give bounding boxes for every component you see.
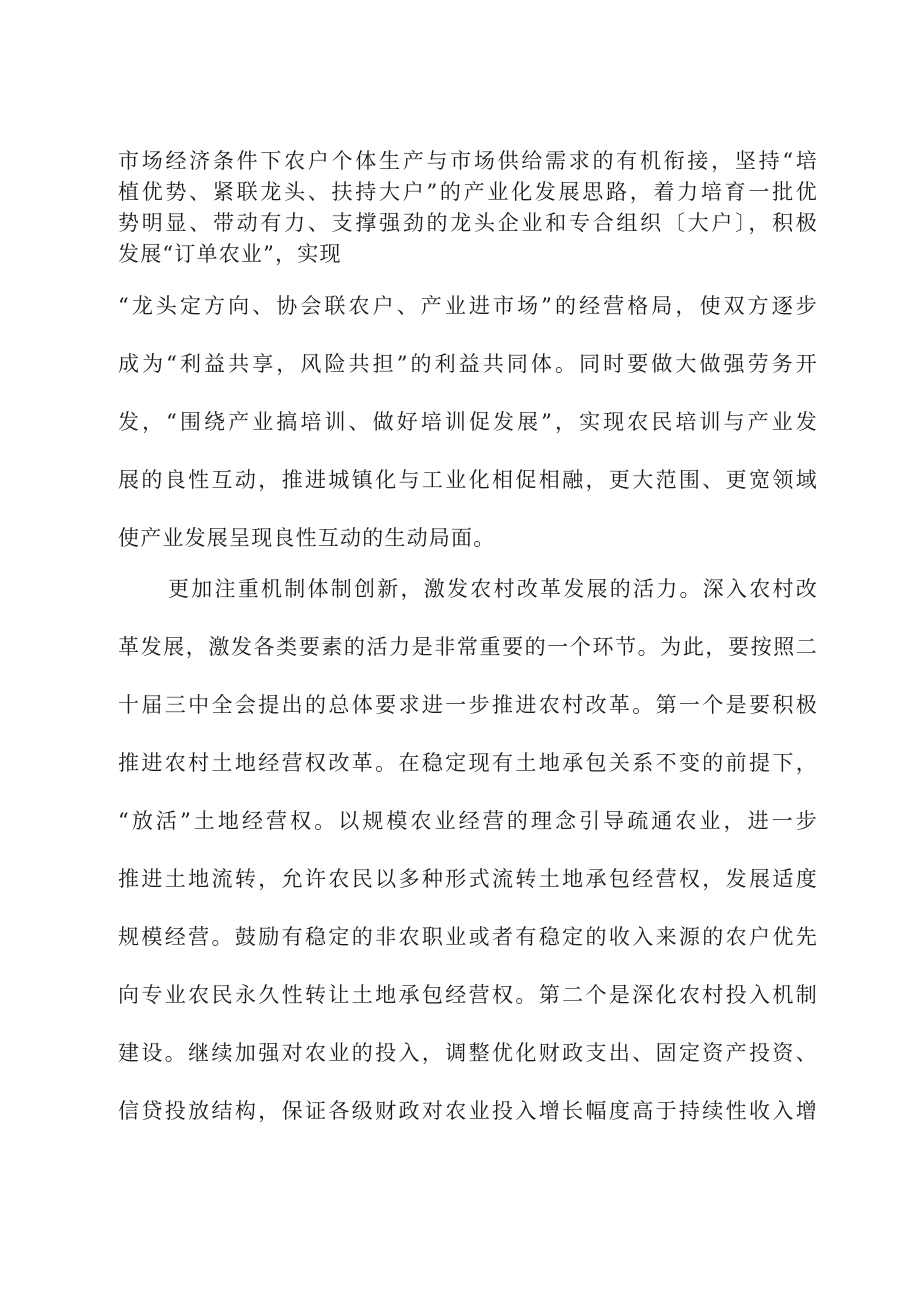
text-line: 展的良性互动，推进城镇化与工业化相促相融，更大范围、更宽领域 [118, 468, 818, 492]
paragraph-2 [118, 560, 818, 1140]
text-line: 成为“利益共享，风险共担”的利益共同体。同时要做大做强劳务开 [118, 352, 818, 376]
text-line: “龙头定方向、协会联农户、产业进市场”的经营格局，使双方逐步 [118, 294, 818, 318]
text-line: 势明显、带动有力、支撑强劲的龙头企业和专合组织〔大户〕，积极 [118, 211, 818, 235]
text-line: 建设。继续加强对农业的投入，调整优化财政支出、固定资产投资、 [118, 1041, 818, 1065]
text-line: 植优势、紧联龙头、扶持大户”的产业化发展思路，着力培育一批优 [118, 180, 818, 204]
top-text-block [118, 146, 818, 270]
text-line: 推进农村土地经营权改革。在稳定现有土地承包关系不变的前提下， [118, 751, 818, 775]
text-line: 发，“围绕产业搞培训、做好培训促发展”，实现农民培训与产业发 [118, 410, 818, 434]
text-line: 使产业发展呈现良性互动的生动局面。 [118, 526, 496, 550]
text-line: 向专业农民永久性转让土地承包经营权。第二个是深化农村投入机制 [118, 983, 818, 1007]
text-line: 十届三中全会提出的总体要求进一步推进农村改革。第一个是要积极 [118, 693, 818, 717]
text-line: 规模经营。鼓励有稳定的非农职业或者有稳定的收入来源的农户优先 [118, 925, 818, 949]
paragraph-1 [118, 277, 818, 567]
text-line: 革发展，激发各类要素的活力是非常重要的一个环节。为此，要按照二 [118, 635, 818, 659]
text-line: 更加注重机制体制创新，激发农村改革发展的活力。深入农村改 [168, 577, 818, 601]
text-line: 信贷投放结构，保证各级财政对农业投入增长幅度高于持续性收入增 [118, 1099, 818, 1123]
text-line: 推进土地流转，允许农民以多种形式流转土地承包经营权，发展适度 [118, 867, 818, 891]
text-line: 市场经济条件下农户个体生产与市场供给需求的有机衔接，坚持“培 [118, 149, 818, 173]
text-line: 发展“订单农业”，实现 [118, 242, 342, 266]
text-line: “放活”土地经营权。以规模农业经营的理念引导疏通农业，进一步 [118, 809, 818, 833]
